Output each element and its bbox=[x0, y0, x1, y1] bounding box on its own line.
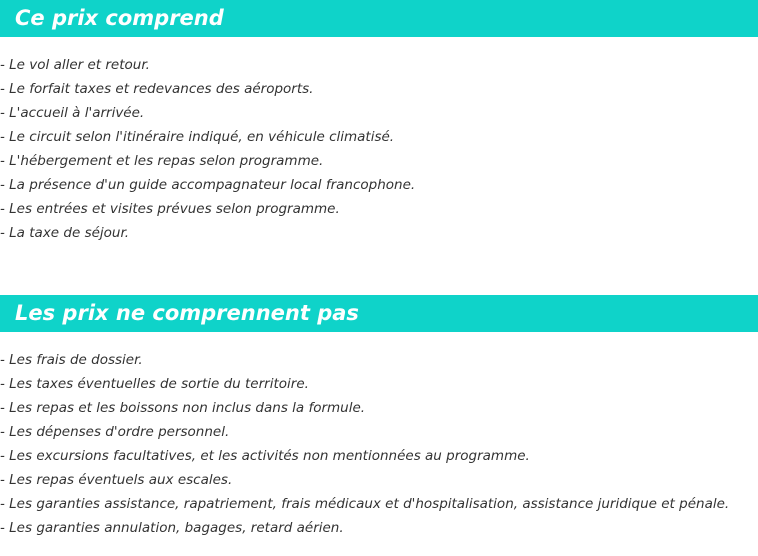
excluded-item: - Les repas et les boissons non inclus dans la formule. bbox=[0, 400, 366, 416]
included-item: - Les entrées et visites prévues selon programme. bbox=[0, 201, 340, 217]
included-item: - Le forfait taxes et redevances des aéroports. bbox=[0, 81, 314, 97]
included-item: - L'hébergement et les repas selon programme. bbox=[0, 153, 324, 169]
excluded-item: - Les frais de dossier. bbox=[0, 352, 143, 368]
included-item: - La taxe de séjour. bbox=[0, 225, 130, 241]
included-item: - La présence d'un guide accompagnateur local francophone. bbox=[0, 177, 416, 193]
excluded-item: - Les garanties annulation, bagages, retard aérien. bbox=[0, 520, 344, 536]
included-section-title: Ce prix comprend bbox=[15, 6, 224, 30]
excluded-section-title: Les prix ne comprennent pas bbox=[15, 301, 359, 325]
excluded-items-list bbox=[0, 348, 729, 540]
excluded-item: - Les repas éventuels aux escales. bbox=[0, 472, 233, 488]
included-item: - Le circuit selon l'itinéraire indiqué, en véhicule climatisé. bbox=[0, 129, 395, 145]
excluded-item: - Les garanties assistance, rapatriement, frais médicaux et d'hospitalisation, assistance juridique et pénale. bbox=[0, 496, 730, 512]
included-items-list bbox=[0, 53, 415, 245]
excluded-section-header bbox=[0, 295, 758, 332]
excluded-item: - Les taxes éventuelles de sortie du territoire. bbox=[0, 376, 309, 392]
excluded-item: - Les excursions facultatives, et les activités non mentionnées au programme. bbox=[0, 448, 530, 464]
included-section-header bbox=[0, 0, 758, 37]
included-item: - Le vol aller et retour. bbox=[0, 57, 150, 73]
excluded-item: - Les dépenses d'ordre personnel. bbox=[0, 424, 230, 440]
included-item: - L'accueil à l'arrivée. bbox=[0, 105, 145, 121]
